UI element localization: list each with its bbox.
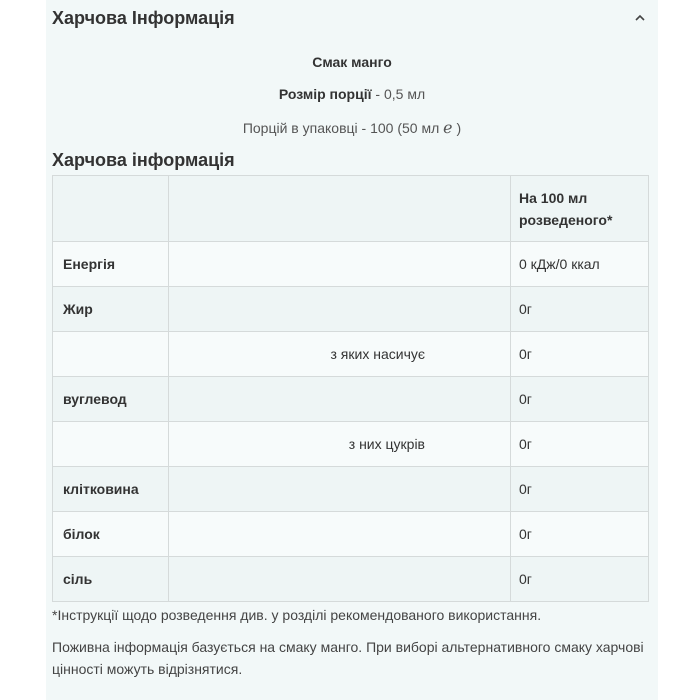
row-label <box>53 332 169 377</box>
servings-per-pack-text: Порцій в упаковці - 100 (50 мл <box>242 120 440 136</box>
column-header: На 100 мл розведеного* <box>511 176 649 242</box>
table-row <box>53 242 649 287</box>
row-value: 0г <box>511 377 649 422</box>
servings-per-pack-line <box>46 118 658 138</box>
table-row <box>53 467 649 512</box>
flavor-line <box>46 54 658 70</box>
row-value: 0г <box>511 467 649 512</box>
table-row <box>53 377 649 422</box>
serving-size-label: Розмір порції <box>278 86 372 102</box>
table-row <box>53 287 649 332</box>
nutrition-panel <box>46 0 658 700</box>
row-sublabel: з них цукрів <box>169 422 511 467</box>
table-title: Харчова інформація <box>52 150 235 170</box>
row-value: 0 кДж/0 ккал <box>511 242 649 287</box>
row-label: вуглевод <box>53 377 169 422</box>
table-header-cell <box>53 176 169 242</box>
row-label: клітковина <box>53 467 169 512</box>
row-label: Жир <box>53 287 169 332</box>
row-value: 0г <box>511 332 649 377</box>
flavor-text: Смак манго <box>312 54 392 70</box>
chevron-up-icon[interactable] <box>628 6 652 30</box>
row-sublabel <box>169 242 511 287</box>
table-row <box>53 332 649 377</box>
row-label: білок <box>53 512 169 557</box>
row-value: 0г <box>511 512 649 557</box>
row-label <box>53 422 169 467</box>
row-value: 0г <box>511 287 649 332</box>
table-header-cell <box>169 176 511 242</box>
serving-size-value: - 0,5 мл <box>371 86 426 102</box>
estimated-sign-icon: ℯ <box>443 120 453 137</box>
row-sublabel <box>169 377 511 422</box>
serving-size-line <box>46 86 658 102</box>
dilution-footnote: *Інструкції щодо розведення див. у розділі рекомендованого використання. <box>52 607 542 623</box>
nutrition-table <box>52 175 649 602</box>
row-sublabel: з яких насичує <box>169 332 511 377</box>
row-sublabel <box>169 287 511 332</box>
row-sublabel <box>169 512 511 557</box>
row-label: Енергія <box>53 242 169 287</box>
table-header-row <box>53 176 649 242</box>
row-value: 0г <box>511 422 649 467</box>
accordion-title: Харчова Інформація <box>52 7 235 28</box>
row-sublabel <box>169 467 511 512</box>
row-value: 0г <box>511 557 649 602</box>
flavor-disclaimer: Поживна інформація базується на смаку манго. При виборі альтернативного смаку харчові цінності можуть відрізнятися. <box>52 639 644 677</box>
table-row <box>53 512 649 557</box>
servings-close: ) <box>452 120 462 136</box>
row-sublabel <box>169 557 511 602</box>
table-row <box>53 557 649 602</box>
accordion-header[interactable] <box>52 6 652 30</box>
table-row <box>53 422 649 467</box>
row-label: сіль <box>53 557 169 602</box>
